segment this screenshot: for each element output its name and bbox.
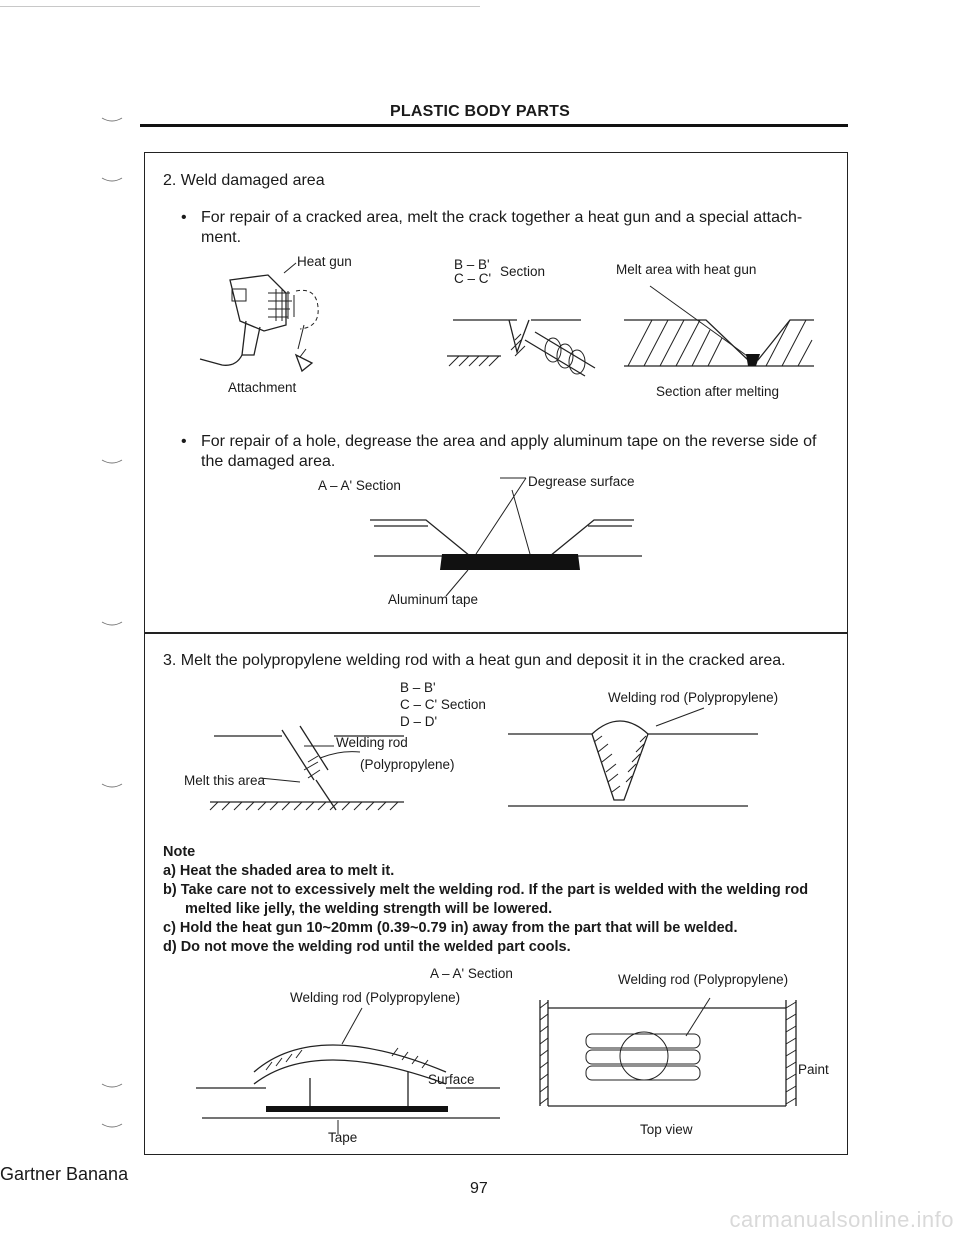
step2-bullet1-text: For repair of a cracked area, melt the crack together a heat gun and a special attach-ment. xyxy=(201,209,803,246)
attachment-label: Attachment xyxy=(228,380,297,395)
section-dd-2: D – D' xyxy=(400,714,438,729)
note-a: a) Heat the shaded area to melt it. xyxy=(163,863,395,879)
note-block xyxy=(163,843,843,957)
heat-gun-label: Heat gun xyxy=(297,254,352,269)
page-number: 97 xyxy=(470,1180,488,1197)
top-view-label: Top view xyxy=(640,1122,693,1137)
melt-area-label: Melt area with heat gun xyxy=(616,262,757,277)
hole-repair-figure xyxy=(370,478,670,588)
note-b: b) Take care not to excessively melt the welding rod. If the part is welded with the welding rod melted like jelly, the welding strength will be lowered. xyxy=(163,882,809,917)
paint-label: Paint xyxy=(798,1062,829,1077)
melt-this-area-label: Melt this area xyxy=(184,773,266,788)
rod-right-label-2: Welding rod (Polypropylene) xyxy=(618,972,789,987)
bullet-dot: • xyxy=(181,433,187,450)
section-bb-2: B – B' xyxy=(400,680,436,695)
bullet-dot: • xyxy=(181,209,187,226)
section-cc-2: C – C' Section xyxy=(400,697,486,712)
crack-section-figure xyxy=(445,310,615,400)
aa-section-label-2: A – A' Section xyxy=(430,966,513,981)
step3-heading: 3. Melt the polypropylene welding rod with a heat gun and deposit it in the cracked area. xyxy=(163,652,786,669)
section-divider xyxy=(144,632,848,634)
rod-material-label: (Polypropylene) xyxy=(360,757,455,772)
note-title: Note xyxy=(163,844,196,860)
step2-bullet2 xyxy=(181,432,831,472)
heat-gun-figure xyxy=(196,255,336,385)
weld-bead-figure xyxy=(508,702,768,812)
welding-rod-right-label: Welding rod (Polypropylene) xyxy=(608,690,779,705)
tape-label: Tape xyxy=(328,1130,358,1145)
weld-tape-section-figure xyxy=(196,1000,506,1130)
note-d: d) Do not move the welding rod until the welded part cools. xyxy=(163,939,571,955)
section-bb: B – B' xyxy=(454,257,490,272)
aluminum-tape-label: Aluminum tape xyxy=(388,592,479,607)
after-melting-label: Section after melting xyxy=(656,384,780,399)
welding-rod-label: Welding rod xyxy=(336,735,408,750)
section-cc: C – C' xyxy=(454,271,492,286)
footer-brand: Gartner Banana xyxy=(0,1164,129,1184)
aa-section-label: A – A' Section xyxy=(318,478,401,493)
watermark: carmanualsonline.info xyxy=(729,1207,954,1232)
surface-label: Surface xyxy=(428,1072,475,1087)
step2-heading: 2. Weld damaged area xyxy=(163,172,325,189)
top-view-figure xyxy=(526,990,826,1110)
melted-section-figure xyxy=(614,284,814,374)
section-word: Section xyxy=(500,264,546,279)
step2-bullet1 xyxy=(181,208,831,248)
note-c: c) Hold the heat gun 10~20mm (0.39~0.79 in) away from the part that will be welded. xyxy=(163,920,738,936)
page-title: PLASTIC BODY PARTS xyxy=(390,103,570,120)
degrease-label: Degrease surface xyxy=(528,474,635,489)
title-underline xyxy=(140,124,848,127)
step2-bullet2-text: For repair of a hole, degrease the area and apply aluminum tape on the reverse side of the damaged area. xyxy=(201,433,817,470)
rod-left-label: Welding rod (Polypropylene) xyxy=(290,990,461,1005)
